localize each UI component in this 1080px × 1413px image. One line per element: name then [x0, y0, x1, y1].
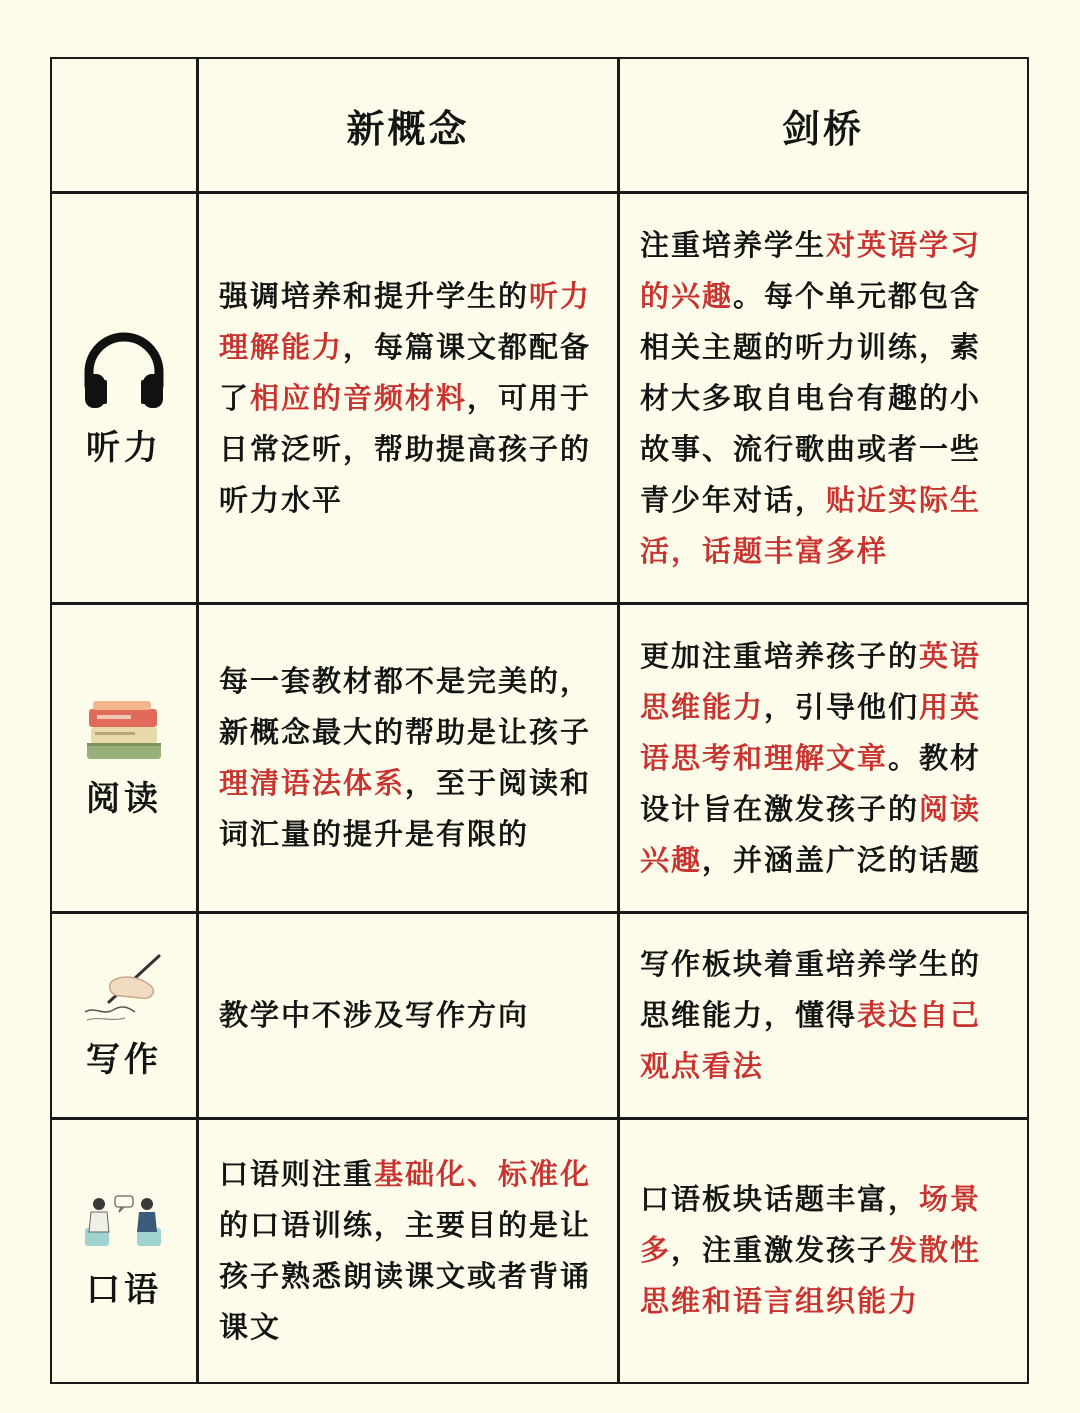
cell-xgn-listening: [199, 194, 617, 602]
cell-xgn-speaking: [199, 1120, 617, 1381]
highlight-text: 发散性思维和语言组织能力: [640, 1233, 982, 1318]
body-text: 注重培养学生: [640, 227, 827, 262]
highlight-text: 英语思维能力: [640, 638, 982, 724]
jq-listening-text: [620, 220, 1026, 577]
row-label-cell-reading: [52, 605, 196, 911]
highlight-text: 理清语法体系: [219, 766, 406, 800]
highlight-text: 贴近实际生活，话题丰富多样: [640, 482, 982, 568]
column-header-xgn: 新概念: [346, 106, 470, 151]
highlight-text: 用英语思考和理解文章: [640, 689, 982, 775]
xgn-reading-text: [199, 656, 617, 860]
comparison-table: [50, 57, 1029, 1384]
body-text: 每一套教材都不是完美的，新概念最大的帮助是让孩子: [219, 664, 592, 749]
jq-speaking-text: [620, 1174, 1026, 1327]
body-text: 写作板块着重培养学生的思维能力，懂得: [640, 947, 982, 1032]
xgn-writing-text: [199, 990, 617, 1041]
body-text: 口语则注重: [219, 1156, 375, 1191]
body-text: 更加注重培养孩子的: [640, 638, 920, 673]
body-text: ，引导他们: [764, 689, 920, 724]
cell-xgn-writing: [199, 914, 617, 1117]
body-text: ，每篇课文都配备了: [219, 329, 592, 415]
highlight-text: 基础化、标准化: [374, 1156, 592, 1191]
highlight-text: 相应的音频材料: [250, 380, 468, 415]
highlight-text: 阅读兴趣: [640, 791, 982, 877]
body-text: 。教材设计旨在激发孩子的: [640, 740, 982, 826]
highlight-text: 听力理解能力: [219, 278, 592, 364]
body-text: ，并涵盖广泛的话题: [702, 842, 982, 877]
row-label-writing: 写作: [86, 1040, 162, 1080]
jq-reading-text: [620, 631, 1026, 886]
writing-hand-icon: [81, 950, 167, 1024]
xgn-speaking-text: [199, 1149, 617, 1353]
cell-jq-writing: [620, 914, 1026, 1117]
jq-writing-text: [620, 939, 1026, 1092]
row-label-speaking: 口语: [86, 1270, 162, 1310]
body-text: 的口语训练，主要目的是让孩子熟悉朗读课文或者背诵课文: [219, 1207, 592, 1344]
headphones-icon: [79, 328, 169, 412]
highlight-text: 表达自己观点看法: [640, 998, 982, 1083]
cell-jq-speaking: [620, 1120, 1026, 1381]
header-cell-jq: [620, 59, 1026, 191]
column-header-jq: 剑桥: [781, 106, 864, 151]
body-text: 强调培养和提升学生的: [219, 278, 530, 313]
cell-xgn-reading: [199, 605, 617, 911]
header-empty-cell: [52, 59, 196, 191]
row-label-reading: 阅读: [86, 778, 162, 819]
row-label-cell-listening: [52, 194, 196, 602]
row-label-listening: 听力: [86, 427, 162, 468]
highlight-text: 对英语学习的兴趣: [640, 227, 982, 313]
row-label-cell-writing: [52, 914, 196, 1117]
body-text: ，注重激发孩子: [671, 1233, 889, 1267]
body-text: 。每个单元都包含相关主题的听力训练，素材大多取自电台有趣的小故事、流行歌曲或者一些青少年对话，: [640, 278, 982, 517]
cell-jq-reading: [620, 605, 1026, 911]
xgn-listening-text: [199, 271, 617, 526]
conversation-icon: [81, 1190, 167, 1254]
books-icon: [81, 697, 167, 763]
cell-jq-listening: [620, 194, 1026, 602]
row-label-cell-speaking: [52, 1120, 196, 1381]
body-text: ，至于阅读和词汇量的提升是有限的: [219, 766, 592, 851]
header-cell-xgn: [199, 59, 617, 191]
highlight-text: 场景多: [640, 1182, 982, 1267]
body-text: ，可用于日常泛听，帮助提高孩子的听力水平: [219, 380, 592, 517]
body-text: 口语板块话题丰富，: [640, 1182, 920, 1216]
body-text: 教学中不涉及写作方向: [219, 998, 530, 1032]
